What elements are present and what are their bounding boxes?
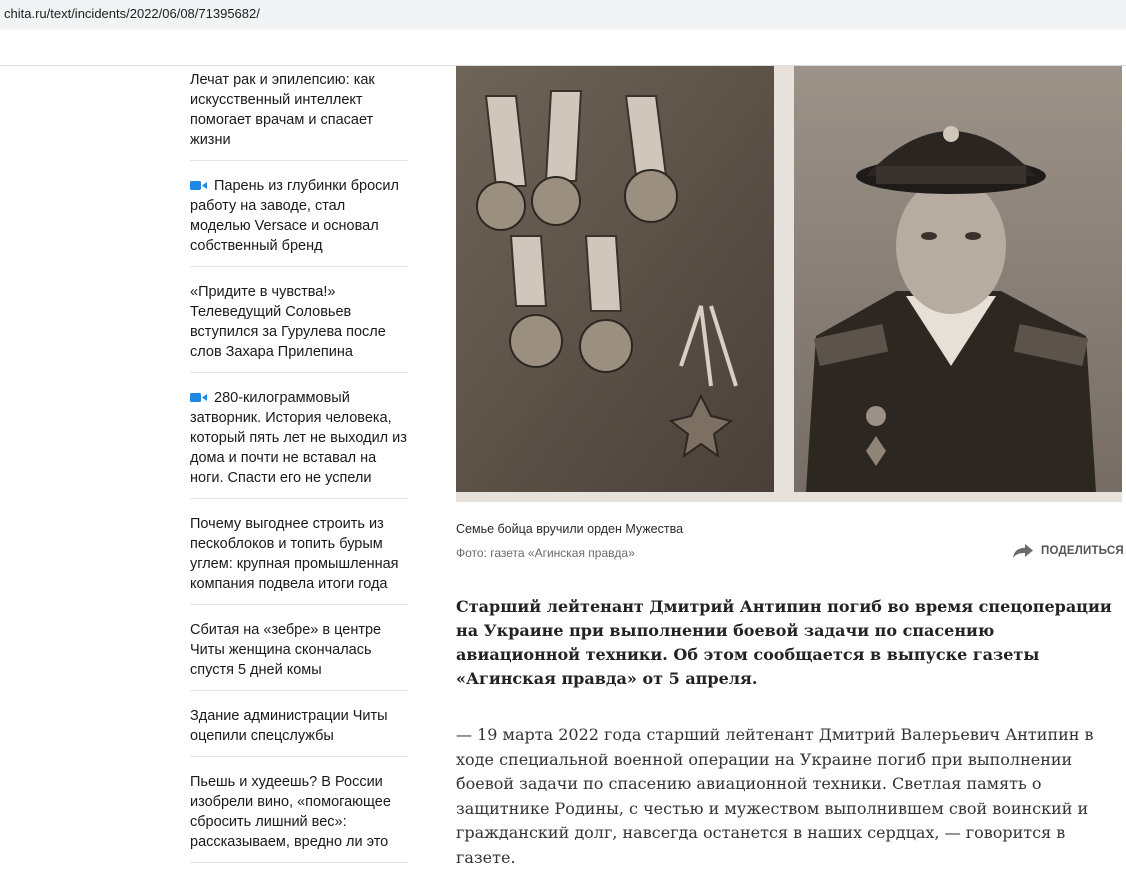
url-text[interactable]: chita.ru/text/incidents/2022/06/08/71395682/ [4,6,260,21]
share-label: ПОДЕЛИТЬСЯ [1041,545,1124,557]
sidebar-news-item[interactable] [190,282,408,373]
sidebar-news-title[interactable]: Здание администрации Читы оцепили спецслужбы [190,708,388,744]
sidebar-news-title[interactable]: Пьешь и худеешь? В России изобрели вино, «помогающее сбросить лишний вес»: рассказываем, вредно ли это [190,774,391,850]
sidebar-news-item[interactable] [190,620,408,691]
video-camera-icon [190,180,207,191]
sidebar-news-item[interactable] [190,70,408,161]
article-lead: Старший лейтенант Дмитрий Антипин погиб во время спецоперации на Украине при выполнении боевой задачи по спасению авиационной техники. Об этом сообщается в выпуске газеты «Агинская правда» от 5 апреля. [456,597,1112,688]
share-arrow-icon [1013,544,1033,558]
sidebar-news-title[interactable]: Сбитая на «зебре» в центре Читы женщина скончалась спустя 5 дней комы [190,622,382,678]
sidebar-news-title[interactable]: 280-килограммовый затворник. История человека, который пять лет не выходил из дома и почти не вставал на ноги. Спасти его не успели [190,390,407,486]
sidebar-news-title[interactable]: Лечат рак и эпилепсию: как искусственный интеллект помогает врачам и спасает жизни [190,72,375,148]
sidebar-news-item[interactable] [190,514,408,605]
sidebar-news-title[interactable]: Почему выгоднее строить из пескоблоков и топить бурым углем: крупная промышленная компания подвела итоги года [190,516,399,592]
related-news-sidebar [190,70,408,878]
newspaper-photo-illustration [456,66,1122,502]
browser-address-bar[interactable] [0,0,1126,29]
article-photo[interactable] [456,66,1122,502]
video-camera-icon [190,392,207,403]
sidebar-news-item[interactable] [190,706,408,757]
medals-photo [456,66,774,492]
sidebar-news-item[interactable] [190,388,408,499]
article-body-paragraph: — 19 марта 2022 года старший лейтенант Дмитрий Валерьевич Антипин в ходе специальной военной операции на Украине погиб при выполнении боевой задачи по спасению авиационной техники. Светлая память о защитнике Родины, с честью и мужеством выполнившем свой воинский и гражданский долг, навсегда останется в наших сердцах, — говорится в газете. [456,725,1094,867]
share-button[interactable] [1013,544,1124,558]
photo-caption: Семье бойца вручили орден Мужества [456,522,684,536]
portrait-photo [794,66,1122,492]
sidebar-news-title[interactable]: «Придите в чувства!» Телеведущий Соловьев вступился за Гурулева после слов Захара Прилепина [190,284,386,360]
sidebar-news-title[interactable]: Парень из глубинки бросил работу на заводе, стал моделью Versace и основал собственный бренд [190,178,399,254]
photo-credit: Фото: газета «Агинская правда» [456,546,635,560]
sidebar-news-item[interactable] [190,176,408,267]
sidebar-news-item[interactable] [190,772,408,863]
